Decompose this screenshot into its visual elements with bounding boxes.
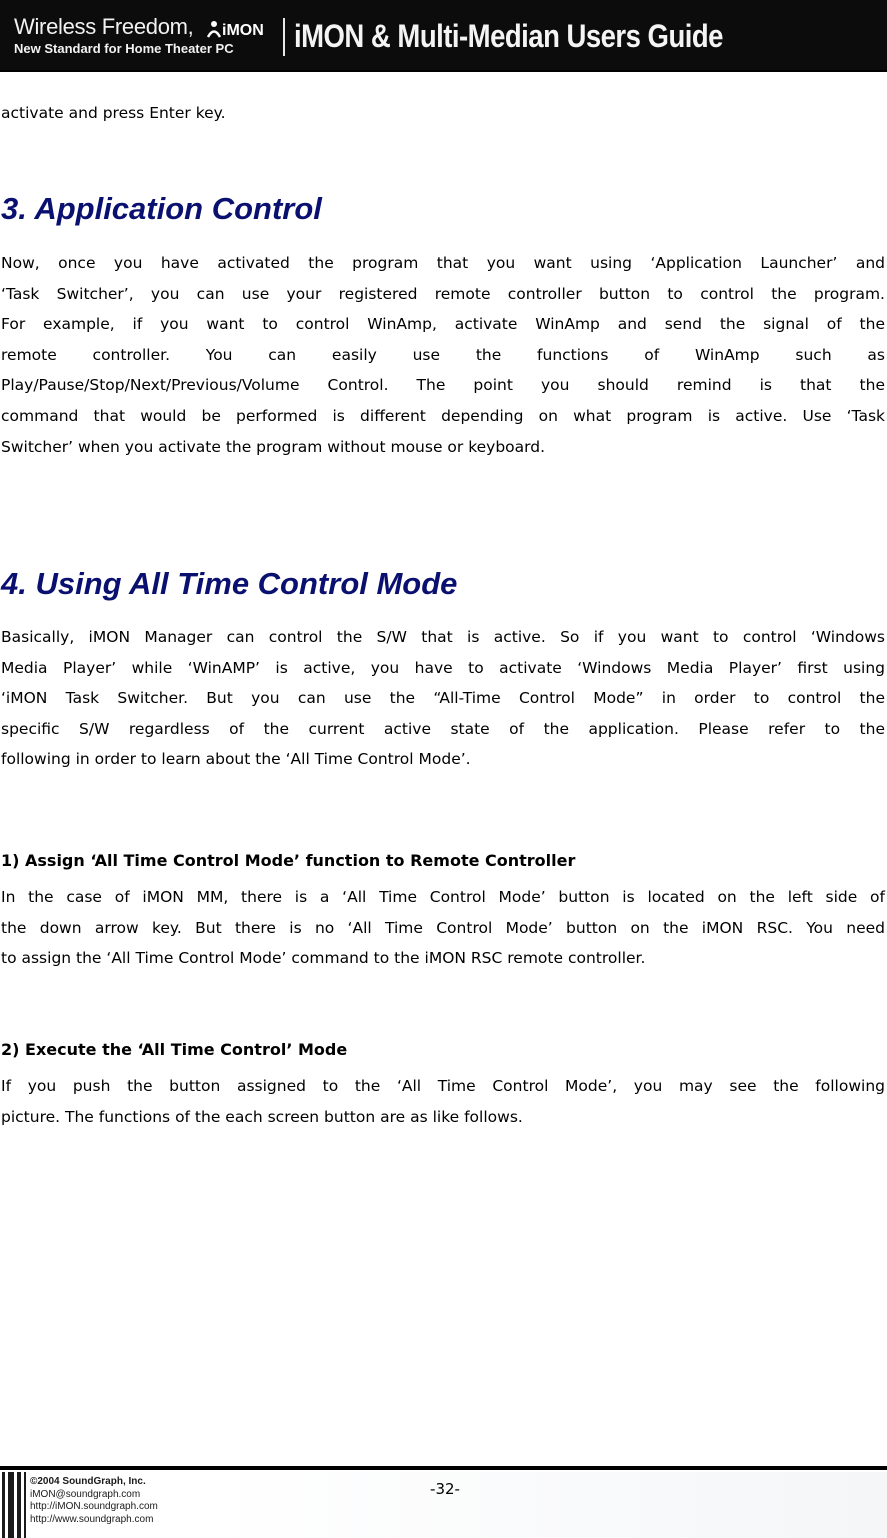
subheading-assign-mode: 1) Assign ‘All Time Control Mode’ function to Remote Controller [1, 851, 576, 870]
paragraph-line: the down arrow key. But there is no ‘All Time Control Mode’ button on the iMON RSC. You need [1, 918, 885, 937]
footer-email: iMON@soundgraph.com [30, 1488, 141, 1500]
paragraph-line: Basically, iMON Manager can control the S/W that is active. So if you want to control ‘Windows [1, 628, 885, 646]
subheading-execute-mode: 2) Execute the ‘All Time Control’ Mode [1, 1040, 348, 1059]
paragraph-line: picture. The functions of the each screen button are as like follows. [1, 1107, 523, 1126]
header-tagline-line1: Wireless Freedom, [14, 14, 194, 39]
paragraph-line: If you push the button assigned to the ‘All Time Control Mode’, you may see the following [1, 1077, 885, 1095]
paragraph-line: ‘iMON Task Switcher. But you can use the “All-Time Control Mode” in order to control the [1, 689, 885, 708]
paragraph-line: In the case of iMON MM, there is a ‘All Time Control Mode’ button is located on the left side of [1, 888, 885, 906]
footer-copyright: ©2004 SoundGraph, Inc. [30, 1476, 146, 1487]
header-title: iMON & Multi-Median Users Guide [294, 18, 723, 54]
section4-paragraph [1, 622, 885, 775]
paragraph-line: Play/Pause/Stop/Next/Previous/Volume Control. The point you should remind is that the [1, 376, 885, 395]
paragraph-line: ‘Task Switcher’, you can use your registered remote controller button to control the program. [1, 284, 885, 303]
header-divider [283, 18, 285, 56]
paragraph-line: to assign the ‘All Time Control Mode’ command to the iMON RSC remote controller. [1, 949, 646, 968]
paragraph-line: following in order to learn about the ‘All Time Control Mode’. [1, 750, 471, 769]
footer-strip [210, 1472, 887, 1538]
header-tagline-line2: New Standard for Home Theater PC [14, 41, 234, 56]
header-logo: iMON [222, 22, 264, 39]
paragraph-line: specific S/W regardless of the current active state of the application. Please refer to the [1, 719, 885, 738]
intro-text: activate and press Enter key. [1, 104, 226, 122]
section3-paragraph [1, 248, 885, 462]
paragraph-line: Switcher’ when you activate the program without mouse or keyboard. [1, 437, 546, 456]
header-banner [0, 0, 887, 72]
section-heading-all-time-control: 4. Using All Time Control Mode [1, 566, 458, 601]
imon-logo-icon [206, 20, 222, 38]
paragraph-line: For example, if you want to control WinAmp, activate WinAmp and send the signal of the [1, 315, 885, 334]
footer-url1: http://iMON.soundgraph.com [30, 1501, 158, 1512]
section-heading-application-control: 3. Application Control [1, 191, 322, 226]
page-number: -32- [430, 1480, 460, 1498]
footer-url2: http://www.soundgraph.com [30, 1513, 154, 1525]
footer-bars-decoration [0, 1472, 28, 1538]
paragraph-line: remote controller. You can easily use the functions of WinAmp such as [1, 345, 885, 364]
paragraph-line: Now, once you have activated the program that you want using ‘Application Launcher’ and [1, 254, 885, 272]
sub2-paragraph [1, 1071, 885, 1132]
footer-contact [30, 1476, 158, 1526]
sub1-paragraph [1, 882, 885, 974]
paragraph-line: Media Player’ while ‘WinAMP’ is active, you have to activate ‘Windows Media Player’ first using [1, 658, 885, 677]
footer-rule [0, 1466, 887, 1470]
paragraph-line: command that would be performed is different depending on what program is active. Use ‘Task [1, 406, 885, 425]
